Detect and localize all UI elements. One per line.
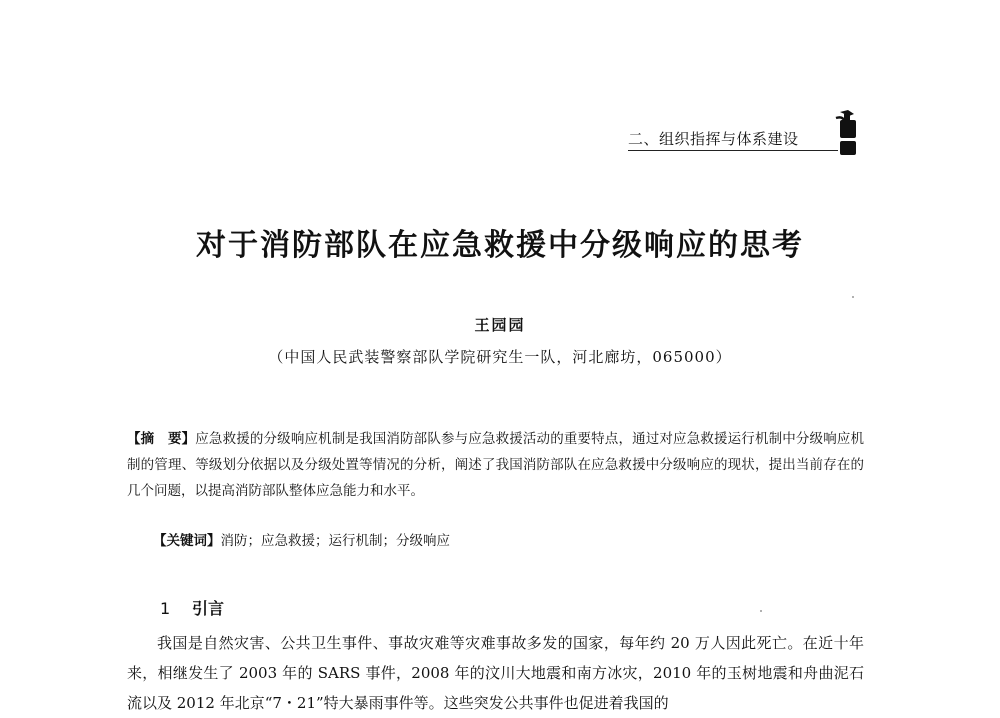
article-title: 对于消防部队在应急救援中分级响应的思考 bbox=[196, 228, 804, 263]
keywords-label: 【关键词】 bbox=[153, 533, 221, 549]
section-title: 引言 bbox=[192, 599, 225, 618]
section-number: 1 bbox=[160, 599, 171, 618]
abstract-label: 【摘 要】 bbox=[127, 431, 196, 447]
body-paragraph: 我国是自然灾害、公共卫生事件、事故灾难等灾难事故多发的国家，每年约 20 万人因此死亡。在近十年来，相继发生了 2003 年的 SARS 事件，2008 年的汶川大地震和南方冰灾，2010 年的玉树地震和舟曲泥石流以及 2012 年北京“7・21”特大暴雨事件等。这些突发公共事件也促进着我国的 bbox=[127, 634, 864, 712]
abstract bbox=[127, 426, 864, 504]
keywords-text: 消防；应急救援；运行机制；分级响应 bbox=[220, 533, 450, 549]
scan-speck bbox=[760, 610, 762, 612]
section-header: 二、组织指挥与体系建设 bbox=[628, 130, 799, 148]
section-heading bbox=[160, 596, 224, 619]
keywords bbox=[153, 530, 853, 552]
fire-extinguisher-icon bbox=[832, 108, 862, 158]
author-name: 王园园 bbox=[474, 316, 526, 334]
header-rule bbox=[628, 150, 838, 151]
author-affiliation: （中国人民武装警察部队学院研究生一队，河北廊坊，065000） bbox=[268, 348, 732, 366]
scan-speck bbox=[852, 296, 854, 298]
abstract-text: 应急救援的分级响应机制是我国消防部队参与应急救援活动的重要特点，通过对应急救援运行机制中分级响应机制的管理、等级划分依据以及分级处置等情况的分析，阐述了我国消防部队在应急救援中分级响应的现状，提出当前存在的几个问题，以提高消防部队整体应急能力和水平。 bbox=[127, 431, 865, 499]
